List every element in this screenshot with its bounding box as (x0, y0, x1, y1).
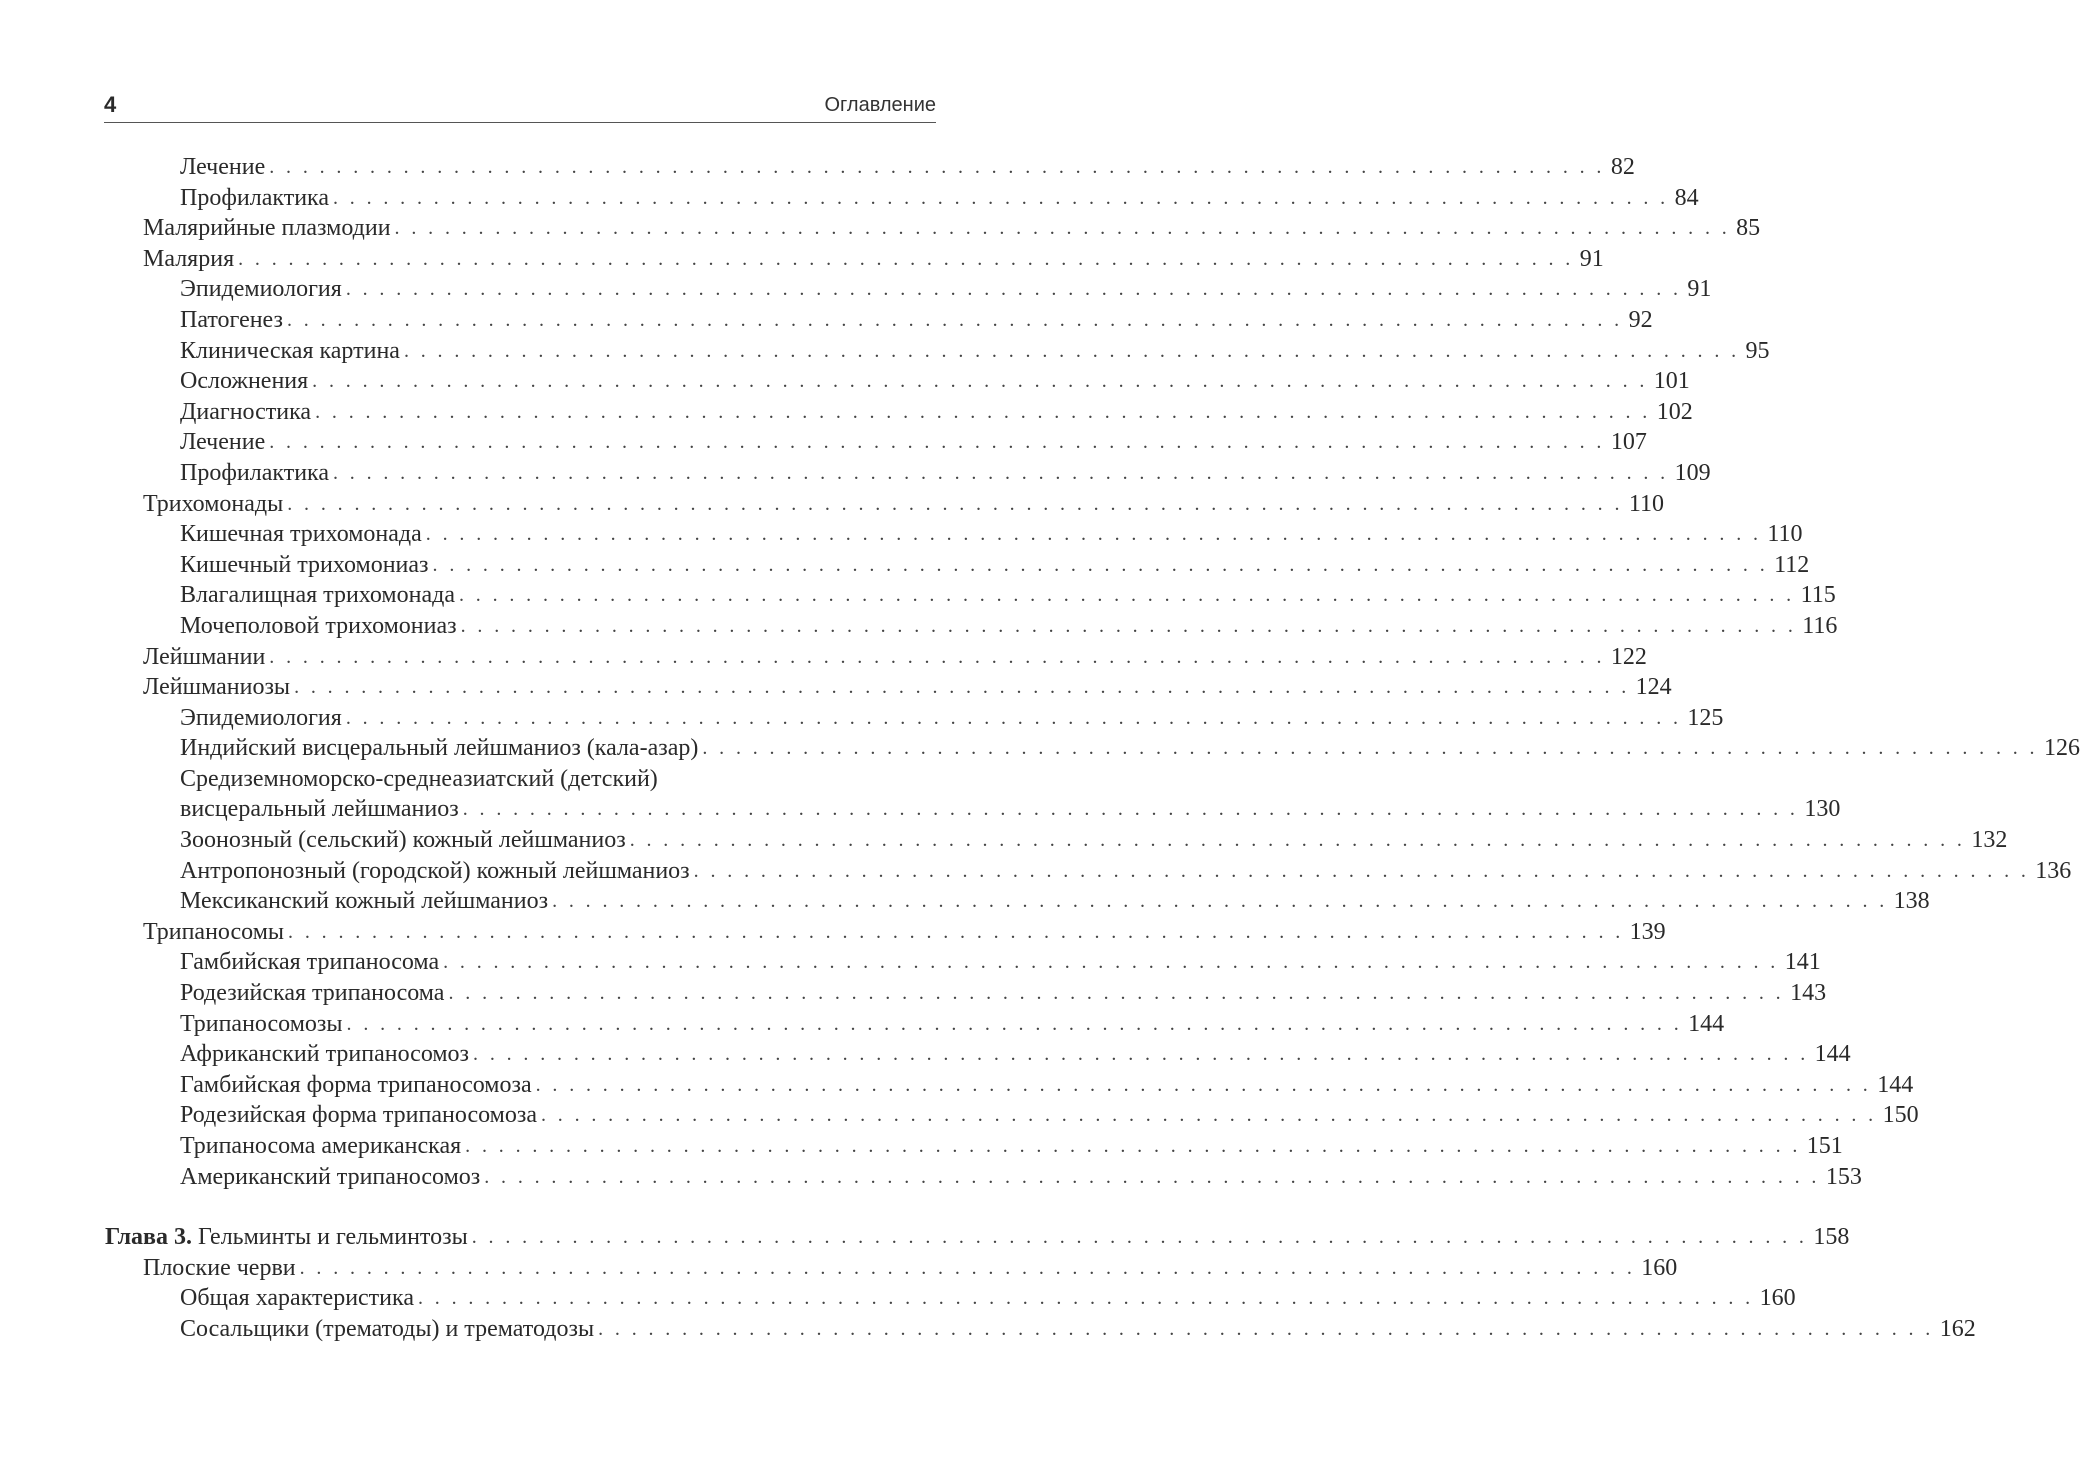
toc-entry-title (180, 1070, 536, 1100)
toc-title-text: Гамбийская форма трипаносомоза (180, 1071, 532, 1098)
toc-entry-line (180, 152, 1635, 182)
toc-entry-title (180, 366, 312, 396)
dot-leader: . . . . . . . . . . . . . . . . . . . . . . . . . . . . . . . . . . . . . . . . . . . . . . . . . . . . . . . . . . . . . . . . . . . . . . . . . . . . . . . . (484, 1165, 1820, 1188)
toc-title-text: Мексиканский кожный лейшманиоз (180, 888, 549, 915)
toc-entry-title (180, 733, 702, 763)
toc-entry-line (180, 1039, 1851, 1069)
toc-page-number: 162 (1934, 1314, 1976, 1344)
toc-entry (0, 427, 1647, 458)
toc-title-text: Лейшманиозы (143, 674, 291, 701)
toc-title-text: Клиническая картина (180, 337, 400, 364)
toc-entry-line (180, 274, 1712, 304)
toc-entry (0, 825, 2008, 856)
toc-entry-line (180, 1131, 1843, 1161)
dot-leader: . . . . . . . . . . . . . . . . . . . . . . . . . . . . . . . . . . . . . . . . . . . . . . . . . . . . . . . . . . . . . . . . . . . . . . . . . . . . . . . . (443, 951, 1779, 974)
dot-leader: . . . . . . . . . . . . . . . . . . . . . . . . . . . . . . . . . . . . . . . . . . . . . . . . . . . . . . . . . . . . . . . . . . . . . . . . . . . . . . . . (448, 982, 1785, 1005)
toc-page-number: 110 (1623, 489, 1664, 519)
toc-page-number: 112 (1768, 550, 1809, 580)
toc-title-text: Осложнения (180, 368, 309, 395)
toc-entry (0, 1162, 1862, 1193)
toc-title-text: Диагностика (180, 398, 312, 425)
toc-entry-line (180, 733, 2080, 763)
toc-page-number: 115 (1795, 580, 1836, 610)
toc-title-text: Родезийская трипаносома (180, 980, 445, 1007)
toc-entry-title (180, 794, 463, 824)
page-number: 4 (104, 92, 117, 117)
toc-entry-line (180, 1314, 1976, 1344)
dot-leader: . . . . . . . . . . . . . . . . . . . . . . . . . . . . . . . . . . . . . . . . . . . . . . . . . . . . . . . . . . . . . . . . . . . . . . . . . . . . . . . . (540, 1104, 1877, 1127)
dot-leader: . . . . . . . . . . . . . . . . . . . . . . . . . . . . . . . . . . . . . . . . . . . . . . . . . . . . . . . . . . . . . . . . . . . . . . . . . . . . . . . . (287, 492, 1623, 515)
dot-leader: . . . . . . . . . . . . . . . . . . . . . . . . . . . . . . . . . . . . . . . . . . . . . . . . . . . . . . . . . . . . . . . . . . . . . . . . . . . . . . . . (345, 706, 1682, 729)
toc-page-number: 160 (1754, 1283, 1796, 1313)
toc-page-number: 150 (1877, 1100, 1919, 1130)
dot-leader: . . . . . . . . . . . . . . . . . . . . . . . . . . . . . . . . . . . . . . . . . . . . . . . . . . . . . . . . . . . . . . . . . . . . . . . . . . . . . . . . (315, 400, 1651, 423)
dot-leader: . . . . . . . . . . . . . . . . . . . . . . . . . . . . . . . . . . . . . . . . . . . . . . . . . . . . . . . . . . . . . . . . . . . . . . . . . . . . . . . . (460, 614, 1797, 637)
toc-entry-line (180, 611, 1838, 641)
dot-leader: . . . . . . . . . . . . . . . . . . . . . . . . . . . . . . . . . . . . . . . . . . . . . . . . . . . . . . . . . . . . . . . . . . . . . . . . . . . . . . . . (238, 247, 1574, 270)
toc-entry-title (180, 580, 459, 610)
toc-entry-line (180, 1100, 1919, 1130)
toc-entry-title (180, 1100, 541, 1130)
dot-leader: . . . . . . . . . . . . . . . . . . . . . . . . . . . . . . . . . . . . . . . . . . . . . . . . . . . . . . . . . . . . . . . . . . . . . . . . . . . . . . . . (288, 920, 1624, 943)
toc-entry-line (180, 366, 1690, 396)
dot-leader: . . . . . . . . . . . . . . . . . . . . . . . . . . . . . . . . . . . . . . . . . . . . . . . . . . . . . . . . . . . . . . . . . . . . . . . . . . . . . . . . (471, 1226, 1808, 1249)
toc-page-number: 132 (1965, 825, 2007, 855)
dot-leader: . . . . . . . . . . . . . . . . . . . . . . . . . . . . . . . . . . . . . . . . . . . . . . . . . . . . . . . . . . . . . . . . . . . . . . . . . . . . . . . . (552, 890, 1888, 913)
toc-title-text: Лечение (180, 429, 266, 456)
toc-entry-line (180, 336, 1770, 366)
toc-entry-title (180, 519, 426, 549)
toc-entry (0, 1253, 1678, 1284)
toc-title-text: Малярийные плазмодии (143, 215, 391, 242)
toc-entry (0, 519, 1803, 550)
toc-page-number: 82 (1605, 152, 1635, 182)
toc-entry-title (180, 886, 552, 916)
dot-leader: . . . . . . . . . . . . . . . . . . . . . . . . . . . . . . . . . . . . . . . . . . . . . . . . . . . . . . . . . . . . . . . . . . . . . . . . . . . . . . . . (462, 798, 1799, 821)
dot-leader: . . . . . . . . . . . . . . . . . . . . . . . . . . . . . . . . . . . . . . . . . . . . . . . . . . . . . . . . . . . . . . . . . . . . . . . . . . . . . . . . (403, 339, 1740, 362)
toc-title-text: висцеральный лейшманиоз (180, 796, 459, 823)
toc-title-text: Родезийская форма трипаносомоза (180, 1102, 537, 1129)
dot-leader: . . . . . . . . . . . . . . . . . . . . . . . . . . . . . . . . . . . . . . . . . . . . . . . . . . . . . . . . . . . . . . . . . . . . . . . . . . . . . . . . (425, 523, 1762, 546)
dot-leader: . . . . . . . . . . . . . . . . . . . . . . . . . . . . . . . . . . . . . . . . . . . . . . . . . . . . . . . . . . . . . . . . . . . . . . . . . . . . . . . . (299, 1256, 1636, 1279)
dot-leader: . . . . . . . . . . . . . . . . . . . . . . . . . . . . . . . . . . . . . . . . . . . . . . . . . . . . . . . . . . . . . . . . . . . . . . . . . . . . . . . . (269, 156, 1605, 178)
toc-entry-title (180, 550, 433, 580)
toc-title-text: Американский трипаносомоз (180, 1163, 481, 1190)
dot-leader: . . . . . . . . . . . . . . . . . . . . . . . . . . . . . . . . . . . . . . . . . . . . . . . . . . . . . . . . . . . . . . . . . . . . . . . . . . . . . . . . (629, 829, 1966, 852)
toc-title-text: Эпидемиология (180, 704, 342, 731)
toc-page-number: 92 (1623, 305, 1653, 335)
toc-page-number: 138 (1888, 886, 1930, 916)
toc-entry-line (180, 519, 1803, 549)
toc-entry (0, 580, 1836, 611)
toc-entry (0, 489, 1664, 520)
toc-entry-line (180, 947, 1821, 977)
toc-entry-title (143, 489, 287, 519)
toc-entry-line (180, 825, 2008, 855)
toc-entry-line (143, 489, 1664, 519)
toc-entry-line (180, 458, 1711, 488)
toc-entry (0, 947, 1821, 978)
toc-entry-title (180, 764, 662, 794)
toc-title-text: Малярия (143, 245, 235, 272)
toc-entry-title (180, 1283, 418, 1313)
toc-entry (0, 1039, 1851, 1070)
toc-page-number: 122 (1605, 642, 1647, 672)
toc-entry-line (180, 794, 1841, 824)
toc-title-text: Средиземноморско-среднеазиатский (детский) (180, 765, 658, 792)
toc-entry (0, 1100, 1919, 1131)
toc-title-text: Лейшмании (143, 643, 266, 670)
toc-entry (0, 152, 1635, 183)
toc-entry (0, 550, 1810, 581)
toc-entry-line (180, 1283, 1796, 1313)
toc-entry-title (180, 703, 346, 733)
toc-title-text: Зоонозный (сельский) кожный лейшманиоз (180, 827, 626, 854)
toc-entry (0, 978, 1827, 1009)
toc-page-number: 95 (1740, 336, 1770, 366)
toc-entry-line (180, 305, 1653, 335)
toc-entry-title (180, 947, 443, 977)
toc-entry-title (143, 244, 238, 274)
toc-title-text: Трипаносомы (143, 918, 285, 945)
dot-leader: . . . . . . . . . . . . . . . . . . . . . . . . . . . . . . . . . . . . . . . . . . . . . . . . . . . . . . . . . . . . . . . . . . . . . . . . . . . . . . . . (312, 370, 1648, 393)
toc-page-number: 143 (1784, 978, 1826, 1008)
toc-entry (0, 1283, 1796, 1314)
toc-entry-title (180, 1009, 347, 1039)
toc-title-text: Кишечный трихомониаз (180, 551, 429, 578)
toc-title-text: Влагалищная трихомонада (180, 582, 455, 609)
toc-entry-title (180, 183, 333, 213)
toc-entry (0, 458, 1711, 489)
dot-leader: . . . . . . . . . . . . . . . . . . . . . . . . . . . . . . . . . . . . . . . . . . . . . . . . . . . . . . . . . . . . . . . . . . . . . . . . . . . . . . . . (432, 553, 1769, 576)
toc-chapter-entry (0, 1222, 1850, 1253)
dot-leader: . . . . . . . . . . . . . . . . . . . . . . . . . . . . . . . . . . . . . . . . . . . . . . . . . . . . . . . . . . . . . . . . . . . . . . . . . . . . . . . . (345, 278, 1682, 301)
toc-entry-line (180, 550, 1810, 580)
toc-entry-line (180, 856, 2072, 886)
toc-title-text: Эпидемиология (180, 276, 342, 303)
toc-title-text: Плоские черви (143, 1254, 296, 1281)
toc-entry-line (180, 580, 1836, 610)
dot-leader: . . . . . . . . . . . . . . . . . . . . . . . . . . . . . . . . . . . . . . . . . . . . . . . . . . . . . . . . . . . . . . . . . . . . . . . . . . . . . . . . (465, 1135, 1801, 1157)
toc-entry-title (143, 1253, 300, 1283)
toc-entry (0, 856, 2072, 887)
toc-entry-title (180, 305, 287, 335)
dot-leader: . . . . . . . . . . . . . . . . . . . . . . . . . . . . . . . . . . . . . . . . . . . . . . . . . . . . . . . . . . . . . . . . . . . . . . . . . . . . . . . . (394, 217, 1731, 240)
toc-page-number: 84 (1669, 183, 1699, 213)
toc-title-text: Трипаносома американская (180, 1133, 462, 1159)
toc-entry (0, 611, 1838, 642)
toc-entry-line (180, 1009, 1725, 1039)
toc-page-number: 107 (1605, 427, 1647, 457)
dot-leader: . . . . . . . . . . . . . . . . . . . . . . . . . . . . . . . . . . . . . . . . . . . . . . . . . . . . . . . . . . . . . . . . . . . . . . . . . . . . . . . . (294, 676, 1630, 699)
toc-page-number: 102 (1651, 397, 1693, 427)
toc-title-text: Индийский висцеральный лейшманиоз (кала-азар) (180, 735, 699, 762)
toc-entry (0, 642, 1647, 673)
toc-entry-line (180, 427, 1647, 457)
toc-title-text: Сосальщики (трематоды) и трематодозы (180, 1315, 595, 1342)
toc-entry-line (180, 764, 937, 794)
toc-page-number: 158 (1807, 1222, 1849, 1252)
dot-leader: . . . . . . . . . . . . . . . . . . . . . . . . . . . . . . . . . . . . . . . . . . . . . . . . . . . . . . . . . . . . . . . . . . . . . . . . . . . . . . . . (332, 461, 1669, 484)
toc-page-number: 116 (1796, 611, 1837, 641)
toc-page-number: 144 (1871, 1070, 1913, 1100)
toc-entry-title (180, 1162, 484, 1192)
toc-page-number: 126 (2038, 733, 2080, 763)
toc-title-text: Профилактика (180, 184, 329, 211)
toc-entry-title (180, 825, 630, 855)
toc-entry (0, 305, 1653, 336)
toc-entry (0, 1131, 1843, 1162)
dot-leader: . . . . . . . . . . . . . . . . . . . . . . . . . . . . . . . . . . . . . . . . . . . . . . . . . . . . . . . . . . . . . . . . . . . . . . . . . . . . . . . . (346, 1012, 1683, 1035)
toc-entry-title (180, 274, 346, 304)
toc-page-number: 130 (1798, 794, 1840, 824)
toc-entry-line (180, 397, 1693, 427)
table-of-contents (0, 152, 2080, 1345)
toc-entry (0, 274, 1712, 305)
toc-page-number: 91 (1681, 274, 1711, 304)
toc-page-number: 125 (1681, 703, 1723, 733)
dot-leader: . . . . . . . . . . . . . . . . . . . . . . . . . . . . . . . . . . . . . . . . . . . . . . . . . . . . . . . . . . . . . . . . . . . . . . . . . . . . . . . . (702, 737, 2038, 760)
dot-leader: . . . . . . . . . . . . . . . . . . . . . . . . . . . . . . . . . . . . . . . . . . . . . . . . . . . . . . . . . . . . . . . . . . . . . . . . . . . . . . . . (417, 1287, 1754, 1310)
toc-entry-line (143, 672, 1672, 702)
toc-entry-title (143, 213, 395, 243)
toc-title-text: Кишечная трихомонада (180, 521, 422, 548)
toc-page-number: 144 (1809, 1039, 1851, 1069)
toc-page-number: 151 (1801, 1131, 1843, 1161)
toc-entry-title (105, 1222, 472, 1252)
toc-entry (0, 886, 1930, 917)
toc-entry-title (180, 1039, 473, 1069)
toc-entry (0, 917, 1666, 948)
toc-entry-title (180, 978, 448, 1008)
toc-entry-line (105, 1222, 1850, 1252)
toc-entry-line (180, 978, 1827, 1008)
dot-leader: . . . . . . . . . . . . . . . . . . . . . . . . . . . . . . . . . . . . . . . . . . . . . . . . . . . . . . . . . . . . . . . . . . . . . . . . . . . . . . . . (458, 584, 1795, 607)
dot-leader: . . . . . . . . . . . . . . . . . . . . . . . . . . . . . . . . . . . . . . . . . . . . . . . . . . . . . . . . . . . . . . . . . . . . . . . . . . . . . . . . (332, 186, 1669, 209)
toc-title-text: Трипаносомозы (180, 1010, 343, 1037)
toc-page-number: 144 (1682, 1009, 1724, 1039)
toc-entry-line (180, 183, 1699, 213)
toc-page-number: 160 (1635, 1253, 1677, 1283)
toc-entry-line (143, 1253, 1678, 1283)
toc-entry-title (180, 458, 333, 488)
toc-page-number: 136 (2029, 856, 2071, 886)
toc-page-number: 110 (1761, 519, 1802, 549)
chapter-label: Глава 3. (105, 1224, 192, 1251)
toc-entry-line (180, 1162, 1862, 1192)
toc-entry-line (180, 1070, 1914, 1100)
dot-leader: . . . . . . . . . . . . . . . . . . . . . . . . . . . . . . . . . . . . . . . . . . . . . . . . . . . . . . . . . . . . . . . . . . . . . . . . . . . . . . . . (693, 859, 2030, 882)
toc-title-text: Патогенез (180, 306, 283, 333)
toc-entry (0, 244, 1604, 275)
dot-leader: . . . . . . . . . . . . . . . . . . . . . . . . . . . . . . . . . . . . . . . . . . . . . . . . . . . . . . . . . . . . . . . . . . . . . . . . . . . . . . . . (269, 645, 1605, 668)
toc-title-text: Лечение (180, 154, 266, 180)
toc-entry (0, 397, 1693, 428)
toc-entry-line (143, 244, 1604, 274)
toc-page-number: 124 (1630, 672, 1672, 702)
toc-entry-title (180, 611, 461, 641)
toc-entry (0, 672, 1672, 703)
running-title: Оглавление (824, 94, 936, 116)
toc-entry-line (143, 642, 1647, 672)
toc-page-number: 85 (1730, 213, 1760, 243)
toc-title-text: Профилактика (180, 459, 329, 486)
toc-entry-line (143, 917, 1666, 947)
toc-entry-title (180, 152, 269, 182)
dot-leader: . . . . . . . . . . . . . . . . . . . . . . . . . . . . . . . . . . . . . . . . . . . . . . . . . . . . . . . . . . . . . . . . . . . . . . . . . . . . . . . . (286, 308, 1623, 331)
toc-entry-line (180, 886, 1930, 916)
toc-entry (0, 764, 1000, 795)
toc-entry (0, 794, 1841, 825)
toc-page-number: 91 (1574, 244, 1604, 274)
toc-entry (0, 213, 1761, 244)
toc-entry (0, 183, 1699, 214)
toc-page-number: 141 (1779, 947, 1821, 977)
toc-entry-title (180, 1131, 465, 1161)
toc-entry-line (180, 703, 1724, 733)
toc-entry-title (143, 917, 288, 947)
toc-entry (0, 366, 1690, 397)
toc-entry (0, 336, 1770, 367)
toc-entry-title (180, 1314, 598, 1344)
toc-entry (0, 1070, 1914, 1101)
toc-page-number: 139 (1624, 917, 1666, 947)
toc-title-text: Общая характеристика (180, 1285, 414, 1312)
toc-page-number: 101 (1648, 366, 1690, 396)
toc-entry-title (180, 397, 315, 427)
running-header (104, 88, 936, 123)
toc-entry-title (180, 427, 269, 457)
dot-leader: . . . . . . . . . . . . . . . . . . . . . . . . . . . . . . . . . . . . . . . . . . . . . . . . . . . . . . . . . . . . . . . . . . . . . . . . . . . . . . . . (473, 1043, 1809, 1066)
toc-entry-line (143, 213, 1761, 243)
toc-entry-title (143, 672, 294, 702)
toc-title-text: Гамбийская трипаносома (180, 949, 440, 976)
dot-leader: . . . . . . . . . . . . . . . . . . . . . . . . . . . . . . . . . . . . . . . . . . . . . . . . . . . . . . . . . . . . . . . . . . . . . . . . . . . . . . . . (535, 1073, 1872, 1096)
toc-title-text: Африканский трипаносомоз (180, 1041, 470, 1068)
toc-entry (0, 733, 2080, 764)
toc-entry-title (143, 642, 269, 672)
dot-leader: . . . . . . . . . . . . . . . . . . . . . . . . . . . . . . . . . . . . . . . . . . . . . . . . . . . . . . . . . . . . . . . . . . . . . . . . . . . . . . . . (598, 1317, 1934, 1340)
toc-title-text: Мочеполовой трихомониаз (180, 612, 457, 639)
toc-entry-title (180, 336, 404, 366)
toc-title-text: Гельминты и гельминтозы (198, 1224, 468, 1251)
toc-entry (0, 1009, 1725, 1040)
toc-entry-title (180, 856, 694, 886)
toc-title-text: Трихомонады (143, 490, 284, 517)
toc-page-number: 109 (1669, 458, 1711, 488)
dot-leader: . . . . . . . . . . . . . . . . . . . . . . . . . . . . . . . . . . . . . . . . . . . . . . . . . . . . . . . . . . . . . . . . . . . . . . . . . . . . . . . . (269, 431, 1605, 454)
toc-entry (0, 703, 1724, 734)
toc-title-text: Антропонозный (городской) кожный лейшманиоз (180, 857, 690, 884)
toc-entry (0, 1314, 1976, 1345)
toc-page-number: 153 (1820, 1162, 1862, 1192)
